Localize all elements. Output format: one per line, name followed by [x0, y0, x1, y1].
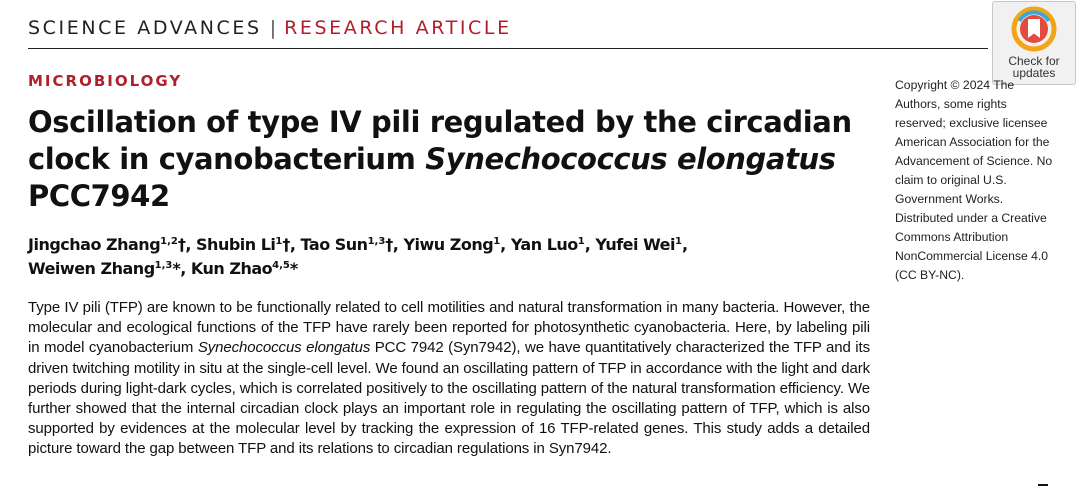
abstract-text: Type IV pili (TFP) are known to be functionally related to cell motilities and natural transformation in many bacteria. However, the molecular and ecological functions of the TFP have rarely been reported for photosynthetic cyanobacteria. Here, by labeling pili in model cyanobacterium — [28, 299, 870, 357]
check-for-updates-badge[interactable] — [992, 1, 1076, 85]
section-label: MICROBIOLOGY — [28, 72, 183, 90]
page-corner-mark — [1038, 484, 1048, 486]
title-strain: PCC7942 — [28, 179, 170, 213]
title-text: Oscillation of type IV pili regulated by the circadian clock in cyanobacterium — [28, 105, 852, 176]
author-affiliation: 4,5 — [272, 260, 290, 271]
author-note-mark: * — [172, 259, 181, 278]
author-note-mark: † — [282, 235, 290, 254]
author-name: Yan Luo — [510, 235, 578, 254]
badge-line-2: updates — [1012, 66, 1056, 80]
author-note-mark: † — [177, 235, 186, 254]
author[interactable] — [511, 235, 585, 254]
author[interactable] — [301, 235, 393, 254]
author-name: Tao Sun — [300, 235, 368, 254]
header-separator: | — [269, 17, 277, 39]
badge-line-1: Check for — [1008, 54, 1060, 68]
author-affiliation: 1,3 — [367, 236, 386, 247]
author[interactable] — [28, 235, 185, 254]
abstract-species: Synechococcus elongatus — [197, 339, 371, 357]
author-affiliation: 1 — [674, 236, 682, 247]
author-affiliation: 1 — [275, 236, 283, 247]
title-species: Synechococcus elongatus — [425, 142, 836, 176]
author[interactable] — [196, 235, 290, 254]
author[interactable] — [403, 235, 500, 254]
abstract — [28, 298, 870, 460]
author-note-mark: * — [289, 259, 298, 278]
author-affiliation: 1 — [493, 236, 501, 247]
author-affiliation: 1,3 — [154, 260, 173, 271]
author-list: Jingchao Zhang$^{1,2}$†, Shubin Li$^1$†, Tao Sun$^{1,3}$†, Yiwu Zong$^1$, Yan Luo$^1$, Yufei Wei$^1$, Weiwen Zhang$^{1,3}$*, Kun Zhao$^{4,5}$* — [28, 235, 688, 278]
article-title — [28, 104, 868, 215]
copyright-notice: Copyright © 2024 The Authors, some rights reserved; exclusive licensee American Association for the Advancement of Science. No claim to original U.S. Government Works. Distributed under a Creative Commons Attribution NonCommercial License 4.0 (CC BY-NC). — [895, 78, 1053, 282]
author-name: Yiwu Zong — [403, 235, 494, 254]
author-name: Jingchao Zhang — [28, 235, 161, 254]
article-type: RESEARCH ARTICLE — [284, 17, 512, 39]
abstract-text-continued: PCC 7942 (Syn7942), we have quantitatively characterized the TFP and its driven twitching motility in situ at the single-cell level. We found an oscillating pattern of TFP in accordance with the light and dark periods during light-dark cycles, which is correlated positively to the oscillating pattern of the natural transformation efficiency. We further showed that the internal circadian clock plays an important role in regulating the oscillating pattern of TFP, which is also supported by evidences at the molecular level by tracking the expression of 16 TFP-related genes. This study adds a detailed picture toward the gap between TFP and its relations to circadian regulations in Syn7942. — [28, 339, 870, 458]
author-name: Weiwen Zhang — [28, 259, 155, 278]
journal-name[interactable]: SCIENCE ADVANCES — [28, 17, 262, 39]
journal-header — [28, 15, 988, 49]
author[interactable] — [595, 235, 682, 254]
author-affiliation: 1 — [577, 236, 585, 247]
author[interactable] — [28, 259, 180, 278]
author[interactable] — [191, 259, 298, 278]
author-name: Shubin Li — [196, 235, 276, 254]
author-affiliation: 1,2 — [160, 236, 178, 247]
author-name: Kun Zhao — [190, 259, 273, 278]
author-note-mark: † — [385, 235, 393, 254]
crossmark-icon — [1011, 6, 1057, 52]
author-name: Yufei Wei — [595, 235, 675, 254]
